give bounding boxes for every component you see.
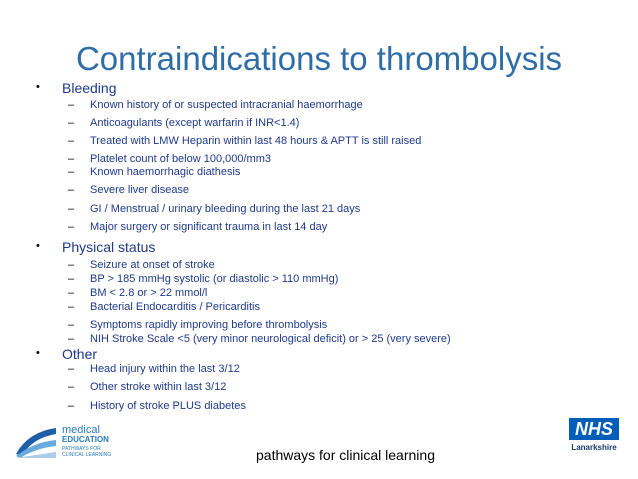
list-item-text: Treated with LMW Heparin within last 48 hours & APTT is still raised bbox=[90, 135, 422, 147]
dash-marker: – bbox=[68, 117, 75, 129]
nhs-lanarkshire-logo bbox=[563, 418, 625, 470]
dash-marker: – bbox=[68, 381, 75, 393]
slide-title: Contraindications to thrombolysis bbox=[75, 40, 563, 77]
logo-text-pathways-line2: CLINICAL LEARNING bbox=[62, 452, 112, 458]
list-item-text: BP > 185 mmHg systolic (or diastolic > 110 mmHg) bbox=[90, 273, 339, 285]
section-heading: Other bbox=[62, 346, 98, 362]
list-item-text: Major surgery or significant trauma in last 14 day bbox=[90, 221, 328, 233]
section-heading: Physical status bbox=[62, 239, 156, 255]
list-item-text: Known haemorrhagic diathesis bbox=[90, 166, 241, 178]
list-item-text: GI / Menstrual / urinary bleeding during the last 21 days bbox=[90, 203, 361, 215]
list-item-text: Bacterial Endocarditis / Pericarditis bbox=[90, 301, 260, 313]
dash-marker: – bbox=[68, 301, 75, 313]
logo-text-medical: medical bbox=[62, 424, 100, 436]
nhs-badge bbox=[569, 418, 619, 440]
dash-marker: – bbox=[68, 99, 75, 111]
dash-marker: – bbox=[68, 184, 75, 196]
dash-marker: – bbox=[68, 221, 75, 233]
list-item-text: Seizure at onset of stroke bbox=[90, 259, 215, 271]
dash-marker: – bbox=[68, 153, 75, 165]
footer-tagline: pathways for clinical learning bbox=[256, 447, 435, 463]
list-item-text: Other stroke within last 3/12 bbox=[90, 381, 227, 393]
dash-marker: – bbox=[68, 273, 75, 285]
list-item-text: Platelet count of below 100,000/mm3 bbox=[90, 153, 272, 165]
nhs-region: Lanarkshire bbox=[571, 443, 617, 452]
dash-marker: – bbox=[68, 363, 75, 375]
section-heading: Bleeding bbox=[62, 80, 117, 96]
list-item-text: Anticoagulants (except warfarin if INR<1.4) bbox=[90, 117, 300, 129]
dash-marker: – bbox=[68, 287, 75, 299]
swoosh-icon bbox=[14, 424, 58, 460]
logo-text-education: EDUCATION bbox=[62, 435, 109, 444]
logo-text-pathways bbox=[62, 446, 111, 458]
medical-education-logo bbox=[14, 418, 114, 470]
bullet-dot: • bbox=[36, 240, 40, 252]
dash-marker: – bbox=[68, 333, 75, 345]
list-item-text: Known history of or suspected intracranial haemorrhage bbox=[90, 99, 363, 111]
bullet-dot: • bbox=[36, 347, 40, 359]
list-item-text: Symptoms rapidly improving before thrombolysis bbox=[90, 319, 328, 331]
dash-marker: – bbox=[68, 135, 75, 147]
dash-marker: – bbox=[68, 319, 75, 331]
list-item-text: BM < 2.8 or > 22 mmol/l bbox=[90, 287, 208, 299]
dash-marker: – bbox=[68, 166, 75, 178]
dash-marker: – bbox=[68, 400, 75, 412]
nhs-badge-text: NHS bbox=[574, 419, 613, 439]
list-item-text: History of stroke PLUS diabetes bbox=[90, 400, 246, 412]
list-item-text: NIH Stroke Scale <5 (very minor neurological deficit) or > 25 (very severe) bbox=[90, 333, 451, 345]
bullet-dot: • bbox=[36, 81, 40, 93]
list-item-text: Head injury within the last 3/12 bbox=[90, 363, 240, 375]
logo-text-pathways-line1: PATHWAYS FOR bbox=[62, 446, 101, 452]
dash-marker: – bbox=[68, 203, 75, 215]
list-item-text: Severe liver disease bbox=[90, 184, 190, 196]
dash-marker: – bbox=[68, 259, 75, 271]
